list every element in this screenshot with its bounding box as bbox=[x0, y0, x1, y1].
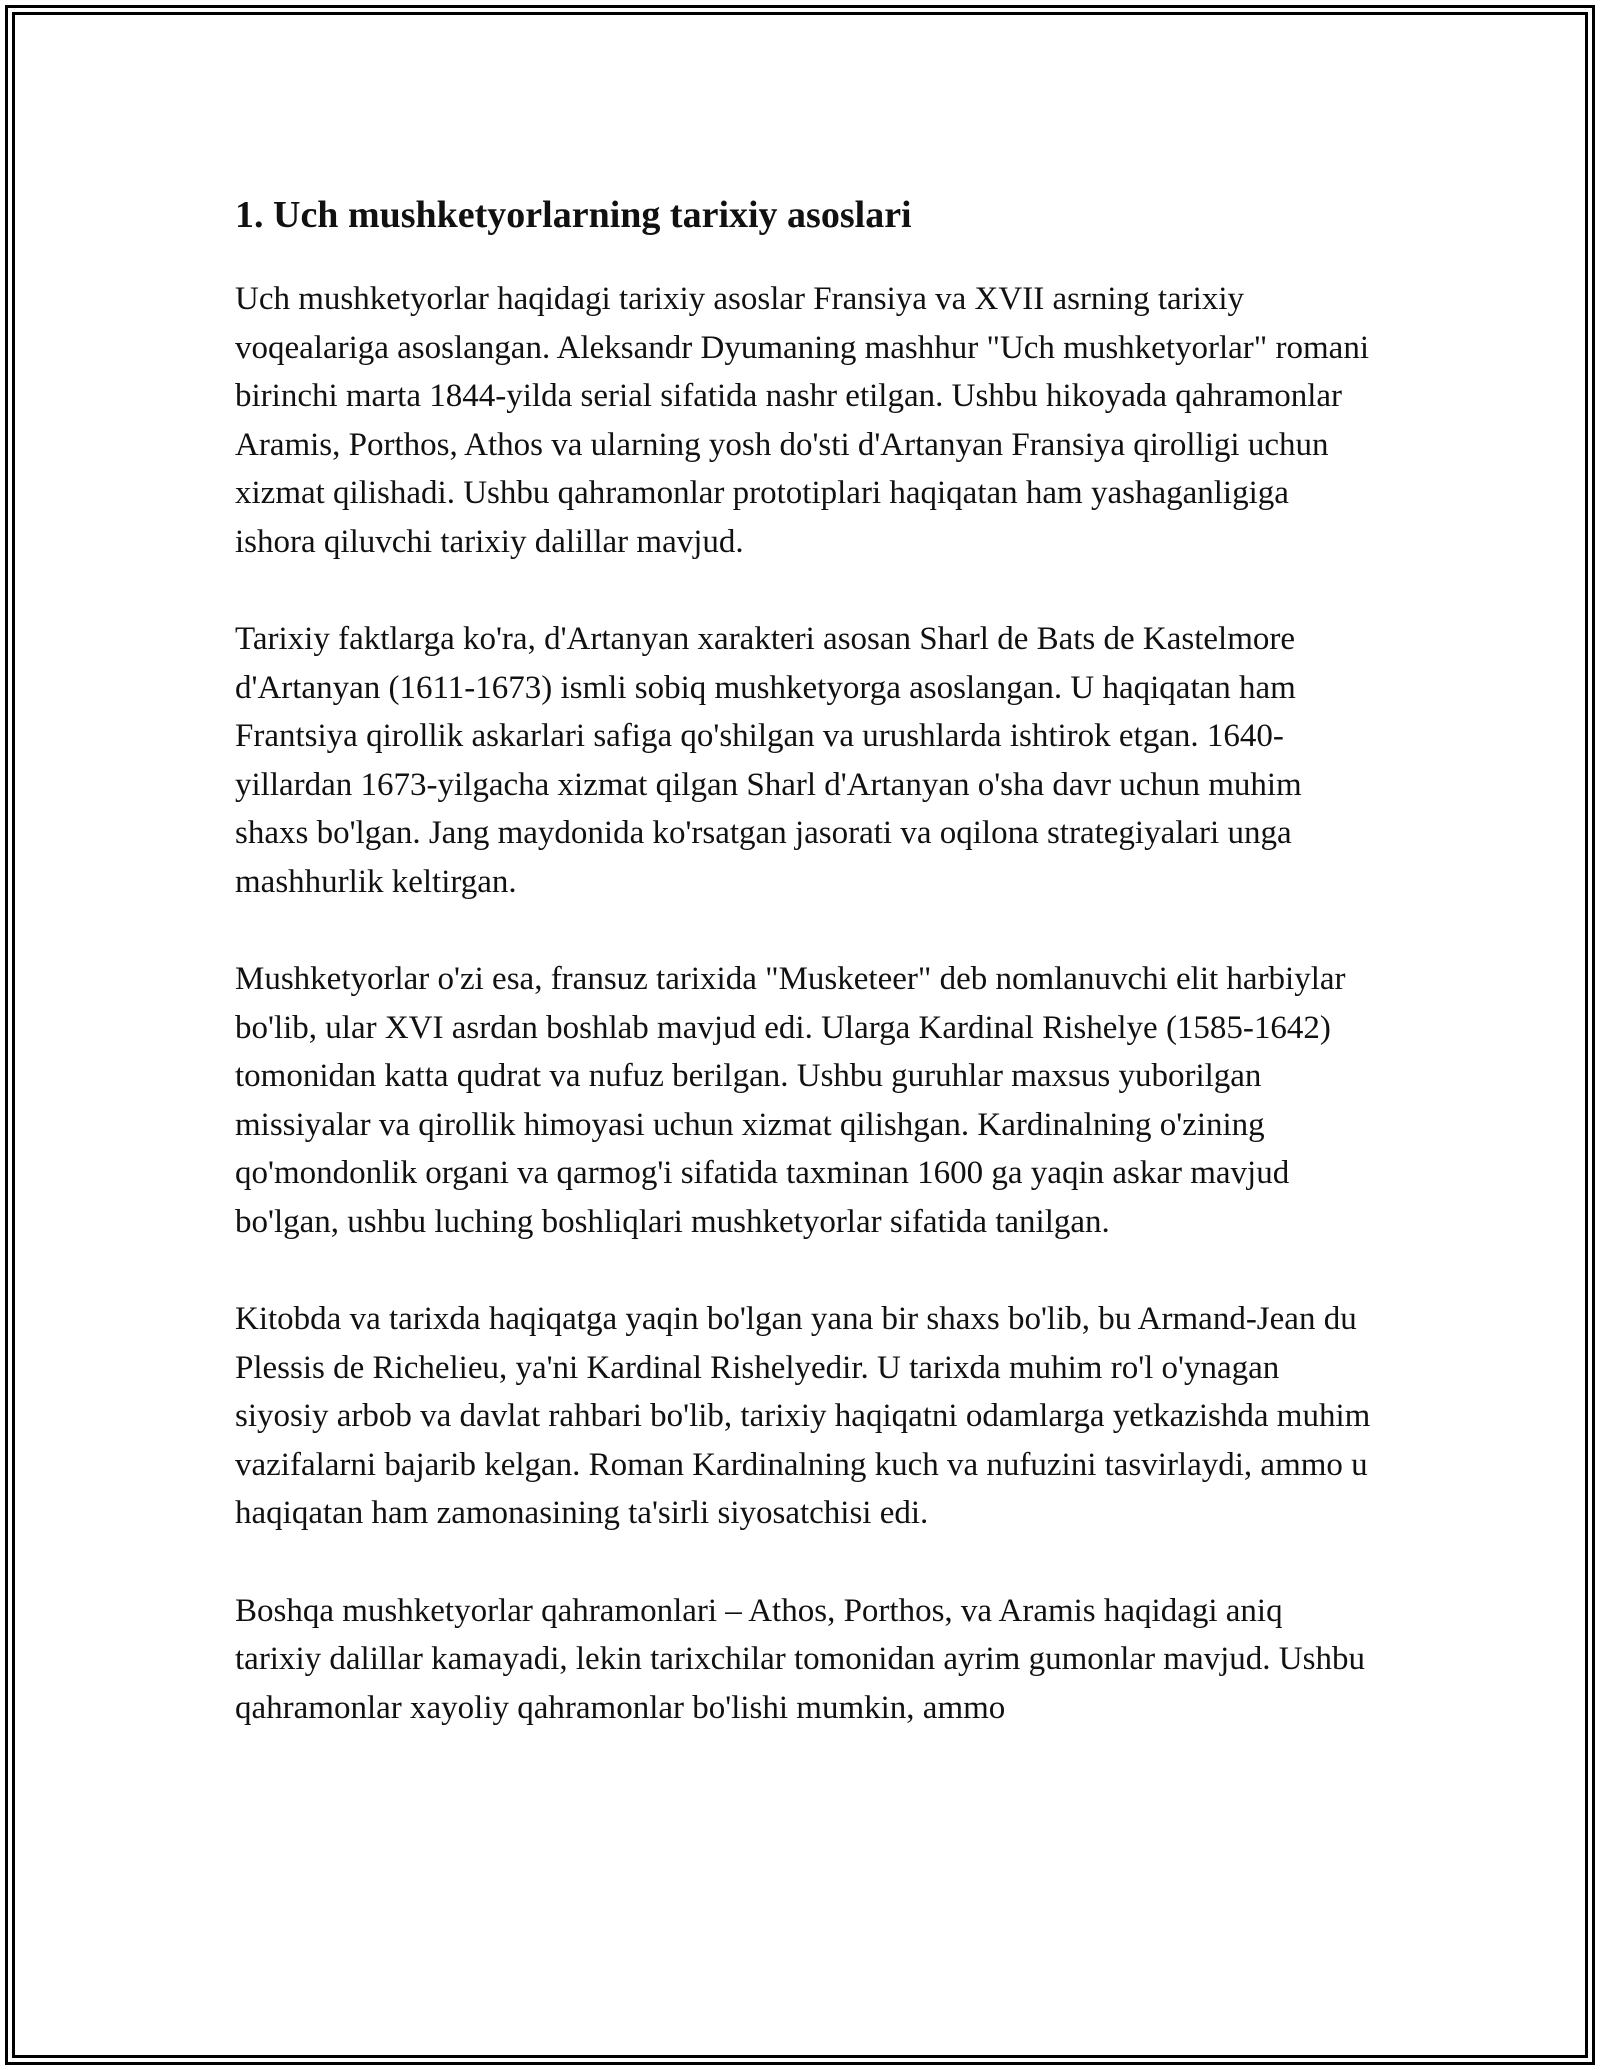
paragraph-1: Uch mushketyorlar haqidagi tarixiy asoslar Fransiya va XVII asrning tarixiy voqealariga asoslangan. Aleksandr Dyumaning mashhur "Uch mushketyorlar" romani birinchi marta 1844-yilda serial sifatida nashr etilgan. Ushbu hikoyada qahramonlar Aramis, Porthos, Athos va ularning yosh do'sti d'Artanyan Fransiya qirolligi uchun xizmat qilishadi. Ushbu qahramonlar prototiplari haqiqatan ham yashaganligiga ishora qiluvchi tarixiy dalillar mavjud. bbox=[235, 281, 1369, 560]
paragraph-2: Tarixiy faktlarga ko'ra, d'Artanyan xarakteri asosan Sharl de Bats de Kastelmore d'Artanyan (1611-1673) ismli sobiq mushketyorga asoslangan. U haqiqatan ham Frantsiya qirollik askarlari safiga qo'shilgan va urushlarda ishtirok etgan. 1640-yillardan 1673-yilgacha xizmat qilgan Sharl d'Artanyan o'sha davr uchun muhim shaxs bo'lgan. Jang maydonida ko'rsatgan jasorati va oqilona strategiyalari unga mashhurlik keltirgan. bbox=[235, 621, 1302, 900]
paragraph-3: Mushketyorlar o'zi esa, fransuz tarixida "Musketeer" deb nomlanuvchi elit harbiylar bo'lib, ular XVI asrdan boshlab mavjud edi. Ularga Kardinal Rishelye (1585-1642) tomonidan katta qudrat va nufuz berilgan. Ushbu guruhlar maxsus yuborilgan missiyalar va qirollik himoyasi uchun xizmat qilishgan. Kardinalning o'zining qo'mondonlik organi va qarmog'i sifatida taxminan 1600 ga yaqin askar mavjud bo'lgan, ushbu luching boshliqlari mushketyorlar sifatida tanilgan. bbox=[235, 961, 1346, 1240]
document-body bbox=[235, 185, 1375, 1781]
paragraph-5: Boshqa mushketyorlar qahramonlari – Athos, Porthos, va Aramis haqidagi aniq tarixiy dalillar kamayadi, lekin tarixchilar tomonidan ayrim gumonlar mavjud. Ushbu qahramonlar xayoliy qahramonlar bo'lishi mumkin, ammo bbox=[235, 1592, 1365, 1726]
section-heading: 1. Uch mushketyorlarning tarixiy asoslari bbox=[235, 194, 912, 236]
paragraph-4: Kitobda va tarixda haqiqatga yaqin bo'lgan yana bir shaxs bo'lib, bu Armand-Jean du Plessis de Richelieu, ya'ni Kardinal Rishelyedir. U tarixda muhim ro'l o'ynagan siyosiy arbob va davlat rahbari bo'lib, tarixiy haqiqatni odamlarga yetkazishda muhim vazifalarni bajarib kelgan. Roman Kardinalning kuch va nufuzini tasvirlaydi, ammo u haqiqatan ham zamonasining ta'sirli siyosatchisi edi. bbox=[235, 1301, 1371, 1531]
